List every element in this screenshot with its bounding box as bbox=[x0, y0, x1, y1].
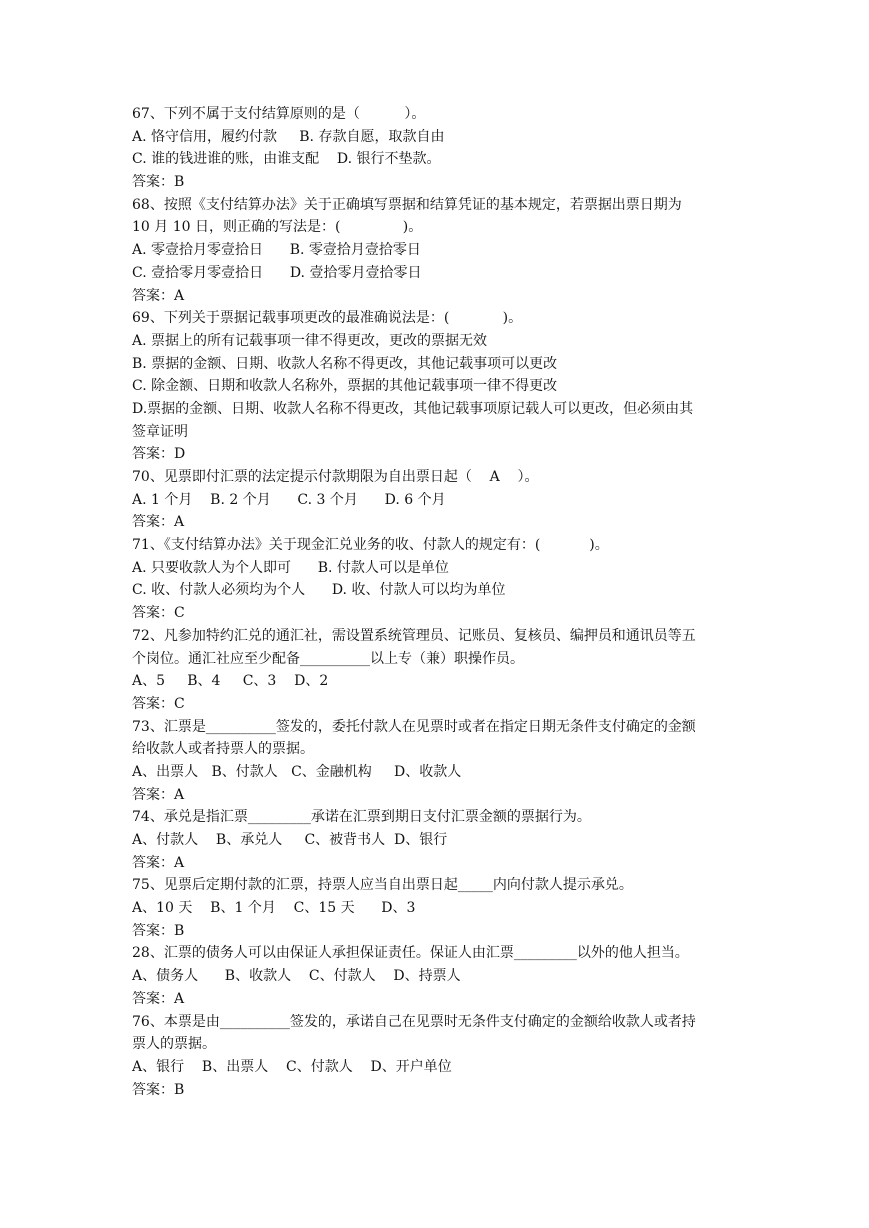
answer-line: 答案：C bbox=[132, 605, 185, 622]
option-line: C. 谁的钱进谁的账，由谁支配 D. 银行不垫款。 bbox=[132, 151, 441, 168]
answer-line: 答案：C bbox=[132, 695, 185, 712]
option-line: A. 1 个月 B. 2 个月 C. 3 个月 D. 6 个月 bbox=[132, 491, 446, 508]
answer-line: 答案：B bbox=[132, 1081, 185, 1098]
option-line: D.票据的金额、日期、收款人名称不得更改，其他记载事项原记载人可以更改，但必须由其 bbox=[132, 400, 694, 417]
option-line: C. 除金额、日期和收款人名称外，票据的其他记载事项一律不得更改 bbox=[132, 378, 558, 395]
answer-line: 答案：D bbox=[132, 446, 186, 463]
option-line: A、债务人 B、收款人 C、付款人 D、持票人 bbox=[132, 968, 461, 985]
option-line: A、10 天 B、1 个月 C、15 天 D、3 bbox=[132, 900, 416, 917]
option-line: C. 收、付款人必须均为个人 D. 收、付款人可以均为单位 bbox=[132, 582, 506, 599]
question-line: 76、本票是由__________签发的，承诺自己在见票时无条件支付确定的金额给收款人或者持 bbox=[132, 1013, 696, 1030]
question-line: 73、汇票是__________签发的，委托付款人在见票时或者在指定日期无条件支付确定的金额 bbox=[132, 718, 696, 735]
answer-line: 答案：A bbox=[132, 514, 185, 531]
question-line: 28、汇票的债务人可以由保证人承担保证责任。保证人由汇票_________以外的他人担当。 bbox=[132, 945, 689, 962]
option-line: A、5 B、4 C、3 D、2 bbox=[132, 673, 329, 690]
text-line: 个岗位。通汇社应至少配备__________以上专（兼）职操作员。 bbox=[132, 650, 524, 667]
question-line: 75、见票后定期付款的汇票，持票人应当自出票日起_____内向付款人提示承兑。 bbox=[132, 877, 633, 894]
text-line: 票人的票据。 bbox=[132, 1036, 216, 1053]
answer-line: 答案：B bbox=[132, 922, 185, 939]
option-line: A、付款人 B、承兑人 C、被背书人 D、银行 bbox=[132, 832, 448, 848]
question-line: 67、下列不属于支付结算原则的是（ ）。 bbox=[132, 106, 426, 122]
answer-line: 答案：A bbox=[132, 854, 185, 871]
answer-line: 答案：A bbox=[132, 287, 185, 304]
option-line: A、出票人 B、付款人 C、金融机构 D、收款人 bbox=[132, 763, 462, 780]
question-line: 72、凡参加特约汇兑的通汇社，需设置系统管理员、记账员、复核员、编押员和通讯员等五 bbox=[132, 627, 696, 644]
question-line: 70、见票即付汇票的法定提示付款期限为自出票日起（ A ）。 bbox=[132, 469, 539, 485]
option-line: B. 票据的金额、日期、收款人名称不得更改，其他记载事项可以更改 bbox=[132, 355, 558, 372]
answer-line: 答案：A bbox=[132, 786, 185, 803]
option-line: A. 只要收款人为个人即可 B. 付款人可以是单位 bbox=[132, 559, 449, 576]
text-line: 签章证明 bbox=[132, 423, 188, 440]
text-line: 给收款人或者持票人的票据。 bbox=[132, 741, 314, 758]
question-line: 68、按照《支付结算办法》关于正确填写票据和结算凭证的基本规定，若票据出票日期为 bbox=[132, 196, 682, 213]
text-line: 10 月 10 日，则正确的写法是：( )。 bbox=[132, 219, 423, 236]
option-line: A. 零壹拾月零壹拾日 B. 零壹拾月壹拾零日 bbox=[132, 242, 421, 259]
answer-line: 答案：B bbox=[132, 174, 185, 191]
question-line: 71、《支付结算办法》关于现金汇兑业务的收、付款人的规定有：( )。 bbox=[132, 537, 609, 554]
document-body bbox=[132, 103, 742, 1101]
option-line: A、银行 B、出票人 C、付款人 D、开户单位 bbox=[132, 1058, 452, 1075]
question-line: 69、下列关于票据记载事项更改的最准确说法是：( )。 bbox=[132, 310, 523, 327]
option-line: A. 票据上的所有记载事项一律不得更改，更改的票据无效 bbox=[132, 332, 488, 349]
answer-line: 答案：A bbox=[132, 990, 185, 1007]
question-line: 74、承兑是指汇票_________承诺在汇票到期日支付汇票金额的票据行为。 bbox=[132, 809, 591, 826]
option-line: C. 壹拾零月零壹拾日 D. 壹拾零月壹拾零日 bbox=[132, 264, 422, 281]
option-line: A. 恪守信用，履约付款 B. 存款自愿，取款自由 bbox=[132, 128, 445, 145]
